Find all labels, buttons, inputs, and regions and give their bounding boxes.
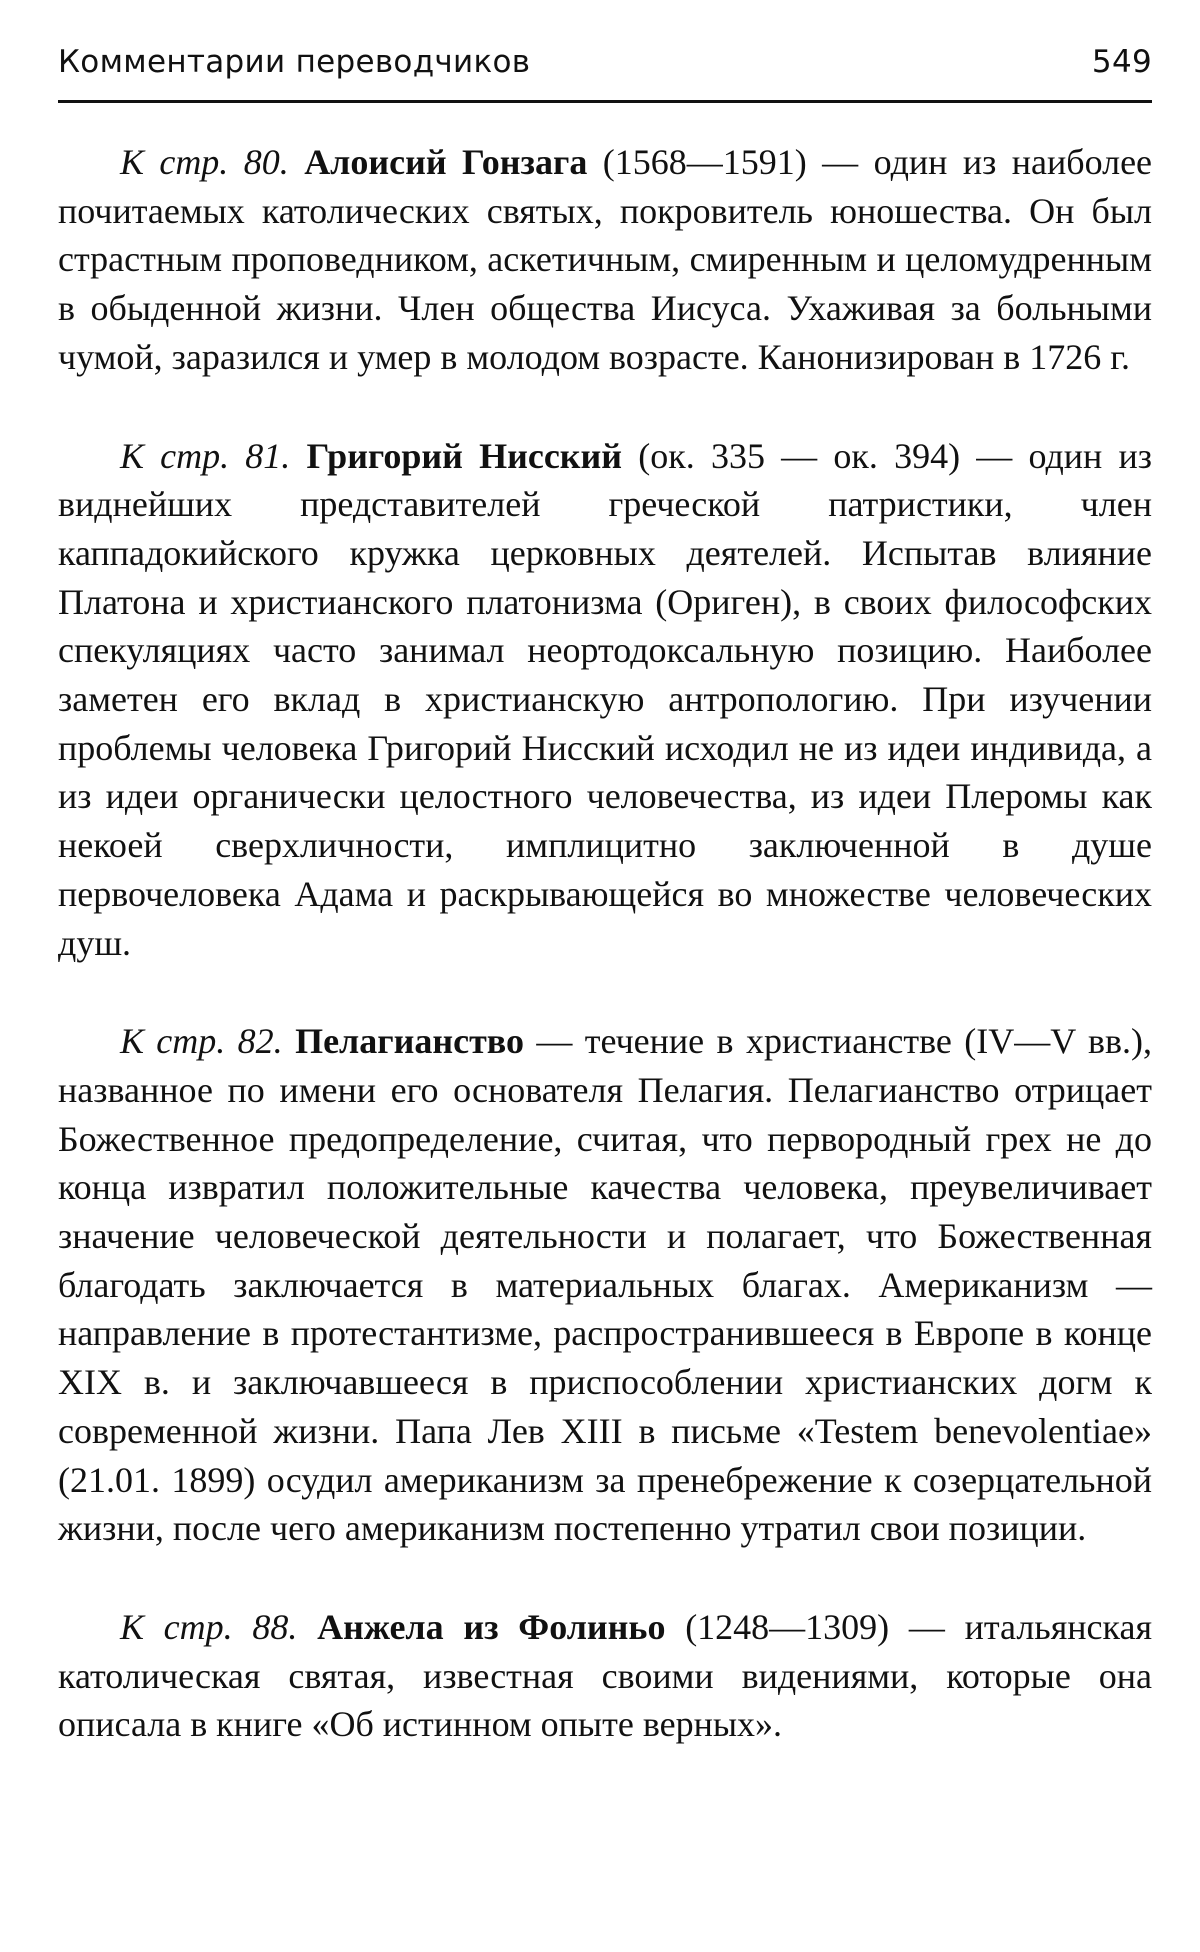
entry-pelagianism	[58, 1017, 1152, 1553]
entry-page-ref: К стр. 82.	[120, 1021, 283, 1062]
entry-aloysius-gonzaga	[58, 138, 1152, 382]
entry-text: (1568—1591) — один из наиболее почитаемых католических святых, покровитель юношества. Он был страстным проповедником, аскетичным, смиренным и целомудренным в обыденной жизни. Член общества Иисуса. Ухаживая за больными чумой, заразился и умер в молодом возрасте. Канонизирован в 1726 г.	[58, 142, 1153, 377]
running-head-title: Комментарии переводчиков	[58, 44, 531, 80]
entry-page-ref: К стр. 88.	[120, 1606, 298, 1647]
running-head	[58, 42, 1152, 82]
entry-page-ref: К стр. 80.	[120, 142, 289, 182]
commentary-body	[58, 138, 1152, 1749]
entry-term: Григорий Нисский	[306, 435, 623, 476]
entry-term: Алоисий Гонзага	[304, 142, 588, 182]
entry-text: — течение в христианстве (IV—V вв.), названное по имени его основателя Пелагия. Пелагианство отрицает Божественное предопределение, считая, что первородный грех не до конца извратил положительные качества человека, преувеличивает значение человеческой деятельности и полагает, что Божественная благодать заключается в материальных благах. Американизм — направление в протестантизме, распространившееся в Европе в конце XIX в. и заключавшееся в приспособлении христианских догм к современной жизни. Папа Лев XIII в письме «Testem benevolentiae» (21.01. 1899) осудил американизм за пренебрежение к созерцательной жизни, после чего американизм постепенно утратил свои позиции.	[58, 1021, 1153, 1549]
entry-term: Пелагианство	[295, 1021, 524, 1062]
page-number: 549	[1091, 44, 1152, 80]
entry-term: Анжела из Фолиньо	[317, 1606, 666, 1647]
entry-page-ref: К стр. 81.	[120, 435, 291, 476]
entry-angela-of-foligno	[58, 1603, 1152, 1749]
header-rule	[58, 100, 1152, 103]
entry-gregory-of-nyssa	[58, 432, 1152, 968]
entry-text: (ок. 335 — ок. 394) — один из виднейших представителей греческой патристики, член каппадокийского кружка церковных деятелей. Испытав влияние Платона и христианского платонизма (Ориген), в своих философских спекуляциях часто занимал неортодоксальную позицию. Наиболее заметен его вклад в христианскую антропологию. При изучении проблемы человека Григорий Нисский исходил не из идеи индивида, а из идеи органически целостного человечества, из идеи Плеромы как некоей сверхличности, имплицитно заключенной в душе первочеловека Адама и раскрывающейся во множестве человеческих душ.	[58, 435, 1152, 963]
entry-text: (1248—1309) — итальянская католическая святая, известная своими видениями, которые она описала в книге «Об истинном опыте верных».	[58, 1606, 1153, 1745]
